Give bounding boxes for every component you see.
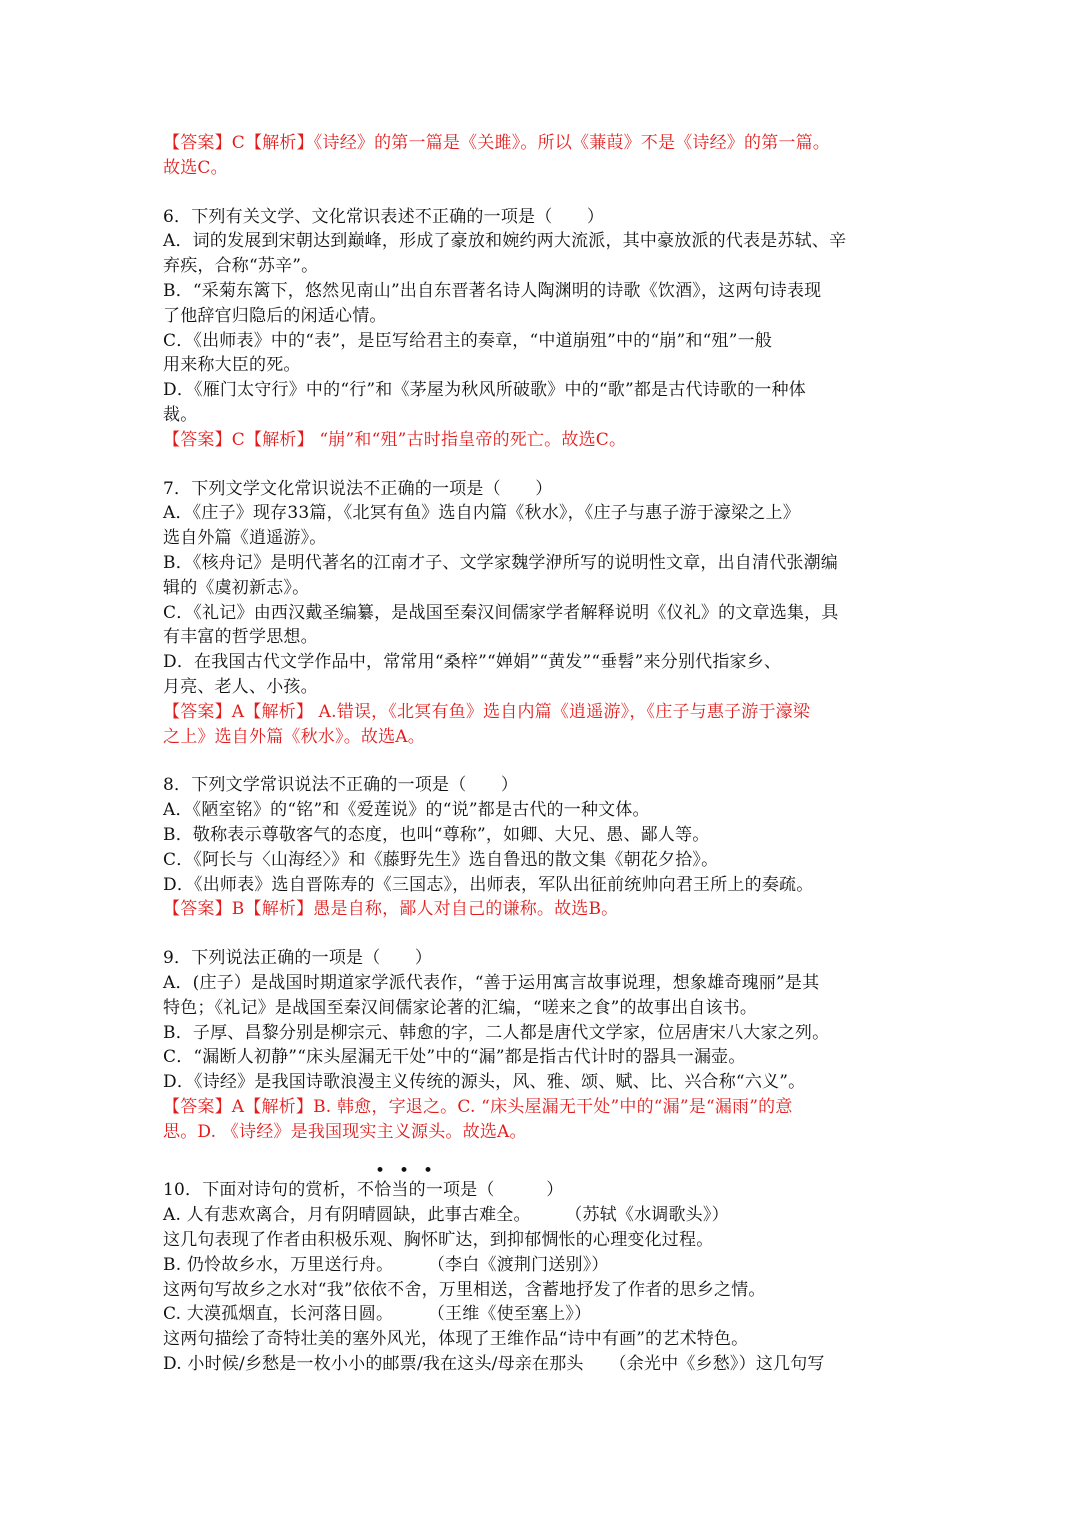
option-line: D．《雁门太守行》中的“行”和《茅屋为秋风所破歌》中的“歌”都是古代诗歌的一种体 <box>163 380 806 401</box>
option-line: C. 大漠孤烟直，长河落日圆。 （王维《使至塞上》） <box>163 1304 592 1325</box>
option-line: 辑的《虞初新志》。 <box>163 577 310 598</box>
question-7-answer: 【答案】A【解析】 A.错误，《北冥有鱼》选自内篇《逍遥游》，《庄子与惠子游于濠梁 <box>163 701 811 722</box>
answer-line: 故选C。 <box>163 157 228 178</box>
option-line: A．词的发展到宋朝达到巅峰，形成了豪放和婉约两大流派，其中豪放派的代表是苏轼、辛 <box>163 231 847 252</box>
option-line: 裁。 <box>163 404 198 425</box>
option-line: B．“采菊东篱下，悠然见南山”出自东晋著名诗人陶渊明的诗歌《饮酒》，这两句诗表现 <box>163 280 822 301</box>
option-line: A．《陋室铭》的“铭”和《爱莲说》的“说”都是古代的一种文体。 <box>163 800 650 821</box>
question-9 <box>163 946 919 1144</box>
option-line: C．“漏断人初静”“床头屋漏无干处”中的“漏”都是指古代计时的器具一漏壶。 <box>163 1047 746 1068</box>
option-line: C．《阿长与〈山海经〉》和《藤野先生》选自鲁迅的散文集《朝花夕拾》。 <box>163 849 719 870</box>
option-line: C．《出师表》中的“表”，是臣写给君主的奏章，“中道崩殂”中的“崩”和“殂”一般 <box>163 330 773 351</box>
option-line: 月亮、老人、小孩。 <box>163 676 318 697</box>
question-8-stem: 8．下列文学常识说法不正确的一项是（ ） <box>163 775 519 796</box>
option-line: 这几句表现了作者由积极乐观、胸怀旷达，到抑郁惆怅的心理变化过程。 <box>163 1230 714 1251</box>
question-9-answer: 【答案】A【解析】B. 韩愈，字退之。C. “床头屋漏无干处”中的“漏”是“漏雨”的意 <box>163 1096 793 1117</box>
question-7-answer: 之上》选自外篇《秋水》。故选A。 <box>163 726 425 747</box>
option-line: 了他辞官归隐后的闲适心情。 <box>163 305 387 326</box>
option-line: 特色；《礼记》是战国至秦汉间儒家论著的汇编，“嗟来之食”的故事出自该书。 <box>163 997 758 1018</box>
option-line: D．在我国古代文学作品中，常常用“桑梓”“婵娟”“黄发”“垂髫”来分别代指家乡、 <box>163 652 782 673</box>
document-content <box>163 131 919 1377</box>
question-6-stem: 6．下列有关文学、文化常识表述不正确的一项是（ ） <box>163 206 605 227</box>
question-7 <box>163 477 919 750</box>
option-line: B．《核舟记》是明代著名的江南才子、文学家魏学洢所写的说明性文章，出自清代张潮编 <box>163 552 838 573</box>
answer-line: 【答案】C【解析】《诗经》的第一篇是《关雎》。所以《蒹葭》不是《诗经》的第一篇。 <box>163 133 831 153</box>
question-9-answer: 思。D. 《诗经》是我国现实主义源头。故选A。 <box>163 1121 527 1142</box>
question-10-stem: 10．下面对诗句的赏析，不恰当的一项是（ ） <box>163 1180 564 1201</box>
question-9-stem: 9．下列说法正确的一项是（ ） <box>163 948 433 969</box>
option-line: B．子厚、昌黎分别是柳宗元、韩愈的字，二人都是唐代文学家，位居唐宋八大家之列。 <box>163 1022 830 1043</box>
option-line: B. 仍怜故乡水，万里送行舟。 （李白《渡荆门送别》） <box>163 1254 609 1275</box>
option-line: B．敬称表示尊敬客气的态度，也叫“尊称”，如卿、大兄、愚、鄙人等。 <box>163 824 710 845</box>
option-line: 这两句写故乡之水对“我”依依不舍，万里相送，含蓄地抒发了作者的思乡之情。 <box>163 1279 766 1300</box>
option-line: D．《出师表》选自晋陈寿的《三国志》，出师表，军队出征前统帅向君王所上的奏疏。 <box>163 874 814 895</box>
question-5-answer <box>163 131 919 181</box>
option-line: A．(庄子）是战国时期道家学派代表作，“善于运用寓言故事说理，想象雄奇瑰丽”是其 <box>163 972 820 993</box>
question-6-answer: 【答案】C【解析】 “崩”和“殂”古时指皇帝的死亡。故选C。 <box>163 429 627 450</box>
question-6 <box>163 205 919 453</box>
option-line: 用来称大臣的死。 <box>163 355 301 376</box>
option-line: 有丰富的哲学思想。 <box>163 627 318 648</box>
option-line: 这两句描绘了奇特壮美的塞外风光，体现了王维作品“诗中有画”的艺术特色。 <box>163 1329 749 1350</box>
option-line: A．《庄子》现存33篇，《北冥有鱼》选自内篇《秋水》，《庄子与惠子游于濠梁之上》 <box>163 503 800 524</box>
question-7-stem: 7．下列文学文化常识说法不正确的一项是（ ） <box>163 478 553 499</box>
question-8-answer: 【答案】B【解析】愚是自称，鄙人对自己的谦称。故选B。 <box>163 899 619 920</box>
question-10 <box>163 1161 919 1376</box>
option-line: D．《诗经》是我国诗歌浪漫主义传统的源头，风、雅、颂、赋、比、兴合称“六义”。 <box>163 1072 806 1093</box>
option-line: 弃疾，合称“苏辛”。 <box>163 256 319 277</box>
option-line: 选自外篇《逍遥游》。 <box>163 528 327 549</box>
question-8 <box>163 773 919 922</box>
option-line: D. 小时候/乡愁是一枚小小的邮票/我在这头/母亲在那头 （余光中《乡愁》）这几句写 <box>163 1354 825 1375</box>
option-line: A. 人有悲欢离合，月有阴晴圆缺，此事古难全。 （苏轼《水调歌头》） <box>163 1205 729 1226</box>
emphasis-dots: ••• <box>375 1161 448 1182</box>
option-line: C．《礼记》由西汉戴圣编纂，是战国至秦汉间儒家学者解释说明《仪礼》的文章选集，具 <box>163 602 839 623</box>
